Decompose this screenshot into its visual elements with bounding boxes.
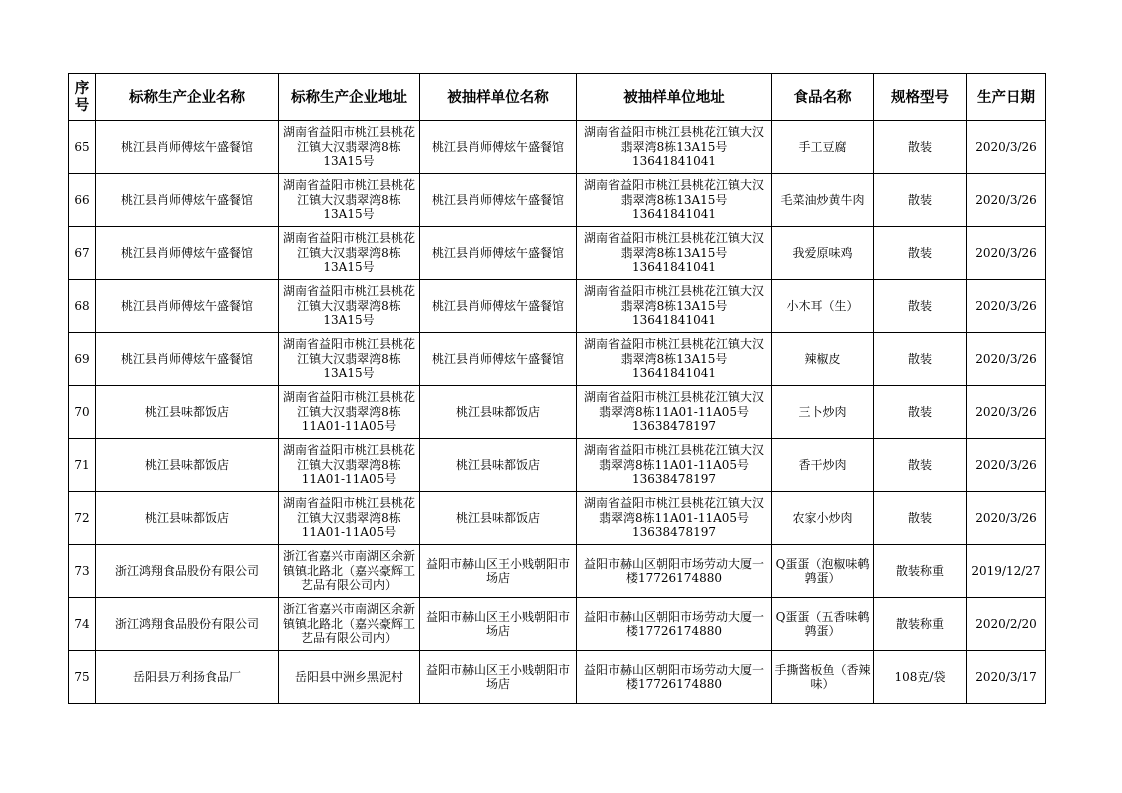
table-row	[69, 545, 1046, 598]
cell-producer-name: 桃江县味都饭店	[96, 386, 279, 439]
cell-spec: 散装	[874, 333, 967, 386]
cell-producer-name: 桃江县味都饭店	[96, 492, 279, 545]
header-row	[69, 74, 1046, 121]
table-row	[69, 280, 1046, 333]
cell-sampled-unit-address: 湖南省益阳市桃江县桃花江镇大汉翡翠湾8栋11A01-11A05号13638478197	[577, 386, 772, 439]
cell-spec: 散装	[874, 227, 967, 280]
header-sampled-unit-address: 被抽样单位地址	[577, 74, 772, 121]
cell-sampled-unit-name: 桃江县肖师傅炫午盛餐馆	[420, 280, 577, 333]
cell-sampled-unit-name: 桃江县肖师傅炫午盛餐馆	[420, 121, 577, 174]
cell-production-date: 2020/2/20	[967, 598, 1046, 651]
cell-spec: 散装称重	[874, 598, 967, 651]
cell-producer-address: 湖南省益阳市桃江县桃花江镇大汉翡翠湾8栋11A01-11A05号	[279, 439, 420, 492]
cell-production-date: 2020/3/26	[967, 333, 1046, 386]
cell-sampled-unit-name: 桃江县味都饭店	[420, 492, 577, 545]
cell-food-name: 手工豆腐	[772, 121, 874, 174]
cell-spec: 散装称重	[874, 545, 967, 598]
cell-food-name: 农家小炒肉	[772, 492, 874, 545]
cell-seq: 65	[69, 121, 96, 174]
cell-sampled-unit-name: 桃江县肖师傅炫午盛餐馆	[420, 174, 577, 227]
cell-seq: 66	[69, 174, 96, 227]
cell-food-name: 小木耳（生）	[772, 280, 874, 333]
cell-food-name: 手撕酱板鱼（香辣味）	[772, 651, 874, 704]
cell-producer-address: 湖南省益阳市桃江县桃花江镇大汉翡翠湾8栋13A15号	[279, 280, 420, 333]
cell-producer-address: 湖南省益阳市桃江县桃花江镇大汉翡翠湾8栋11A01-11A05号	[279, 386, 420, 439]
cell-production-date: 2020/3/17	[967, 651, 1046, 704]
cell-food-name: Q蛋蛋（五香味鹌鹑蛋）	[772, 598, 874, 651]
table-row	[69, 386, 1046, 439]
cell-food-name: 我爱原味鸡	[772, 227, 874, 280]
cell-production-date: 2020/3/26	[967, 280, 1046, 333]
cell-production-date: 2020/3/26	[967, 439, 1046, 492]
cell-food-name: 辣椒皮	[772, 333, 874, 386]
cell-sampled-unit-address: 湖南省益阳市桃江县桃花江镇大汉翡翠湾8栋13A15号13641841041	[577, 333, 772, 386]
cell-seq: 72	[69, 492, 96, 545]
cell-producer-address: 湖南省益阳市桃江县桃花江镇大汉翡翠湾8栋13A15号	[279, 227, 420, 280]
cell-producer-name: 岳阳县万利扬食品厂	[96, 651, 279, 704]
cell-sampled-unit-address: 湖南省益阳市桃江县桃花江镇大汉翡翠湾8栋13A15号13641841041	[577, 227, 772, 280]
cell-producer-address: 岳阳县中洲乡黑泥村	[279, 651, 420, 704]
cell-sampled-unit-name: 益阳市赫山区王小贱朝阳市场店	[420, 545, 577, 598]
cell-sampled-unit-name: 桃江县肖师傅炫午盛餐馆	[420, 333, 577, 386]
cell-sampled-unit-address: 湖南省益阳市桃江县桃花江镇大汉翡翠湾8栋13A15号13641841041	[577, 121, 772, 174]
cell-spec: 散装	[874, 121, 967, 174]
cell-seq: 70	[69, 386, 96, 439]
header-sampled-unit-name: 被抽样单位名称	[420, 74, 577, 121]
header-producer-name: 标称生产企业名称	[96, 74, 279, 121]
cell-producer-address: 浙江省嘉兴市南湖区余新镇镇北路北（嘉兴豪辉工艺品有限公司内）	[279, 545, 420, 598]
cell-producer-address: 湖南省益阳市桃江县桃花江镇大汉翡翠湾8栋13A15号	[279, 121, 420, 174]
cell-sampled-unit-address: 湖南省益阳市桃江县桃花江镇大汉翡翠湾8栋11A01-11A05号13638478197	[577, 492, 772, 545]
cell-producer-address: 湖南省益阳市桃江县桃花江镇大汉翡翠湾8栋11A01-11A05号	[279, 492, 420, 545]
cell-spec: 108克/袋	[874, 651, 967, 704]
table-row	[69, 333, 1046, 386]
cell-sampled-unit-name: 桃江县味都饭店	[420, 386, 577, 439]
cell-producer-name: 桃江县肖师傅炫午盛餐馆	[96, 227, 279, 280]
cell-sampled-unit-name: 益阳市赫山区王小贱朝阳市场店	[420, 651, 577, 704]
table-row	[69, 598, 1046, 651]
cell-producer-name: 桃江县肖师傅炫午盛餐馆	[96, 174, 279, 227]
cell-sampled-unit-address: 益阳市赫山区朝阳市场劳动大厦一楼17726174880	[577, 598, 772, 651]
cell-producer-name: 桃江县味都饭店	[96, 439, 279, 492]
cell-seq: 67	[69, 227, 96, 280]
cell-sampled-unit-name: 益阳市赫山区王小贱朝阳市场店	[420, 598, 577, 651]
cell-production-date: 2020/3/26	[967, 386, 1046, 439]
cell-sampled-unit-address: 益阳市赫山区朝阳市场劳动大厦一楼17726174880	[577, 545, 772, 598]
cell-production-date: 2020/3/26	[967, 227, 1046, 280]
table-row	[69, 651, 1046, 704]
table-row	[69, 227, 1046, 280]
header-production-date: 生产日期	[967, 74, 1046, 121]
cell-producer-address: 浙江省嘉兴市南湖区余新镇镇北路北（嘉兴豪辉工艺品有限公司内）	[279, 598, 420, 651]
cell-production-date: 2020/3/26	[967, 174, 1046, 227]
cell-seq: 75	[69, 651, 96, 704]
cell-sampled-unit-address: 益阳市赫山区朝阳市场劳动大厦一楼17726174880	[577, 651, 772, 704]
cell-producer-name: 浙江鸿翔食品股份有限公司	[96, 598, 279, 651]
cell-producer-name: 桃江县肖师傅炫午盛餐馆	[96, 280, 279, 333]
cell-sampled-unit-name: 桃江县味都饭店	[420, 439, 577, 492]
cell-producer-name: 浙江鸿翔食品股份有限公司	[96, 545, 279, 598]
cell-seq: 71	[69, 439, 96, 492]
cell-production-date: 2019/12/27	[967, 545, 1046, 598]
cell-food-name: 毛菜油炒黄牛肉	[772, 174, 874, 227]
cell-food-name: 香干炒肉	[772, 439, 874, 492]
cell-production-date: 2020/3/26	[967, 121, 1046, 174]
cell-spec: 散装	[874, 386, 967, 439]
cell-seq: 74	[69, 598, 96, 651]
cell-food-name: 三卜炒肉	[772, 386, 874, 439]
cell-producer-name: 桃江县肖师傅炫午盛餐馆	[96, 121, 279, 174]
header-producer-address: 标称生产企业地址	[279, 74, 420, 121]
cell-sampled-unit-address: 湖南省益阳市桃江县桃花江镇大汉翡翠湾8栋13A15号13641841041	[577, 280, 772, 333]
sampling-table	[68, 73, 1046, 704]
cell-seq: 68	[69, 280, 96, 333]
cell-spec: 散装	[874, 439, 967, 492]
cell-sampled-unit-address: 湖南省益阳市桃江县桃花江镇大汉翡翠湾8栋11A01-11A05号13638478197	[577, 439, 772, 492]
header-seq: 序号	[69, 74, 96, 121]
cell-seq: 69	[69, 333, 96, 386]
cell-sampled-unit-address: 湖南省益阳市桃江县桃花江镇大汉翡翠湾8栋13A15号13641841041	[577, 174, 772, 227]
cell-producer-address: 湖南省益阳市桃江县桃花江镇大汉翡翠湾8栋13A15号	[279, 333, 420, 386]
cell-spec: 散装	[874, 174, 967, 227]
cell-producer-address: 湖南省益阳市桃江县桃花江镇大汉翡翠湾8栋13A15号	[279, 174, 420, 227]
cell-spec: 散装	[874, 492, 967, 545]
cell-spec: 散装	[874, 280, 967, 333]
header-spec: 规格型号	[874, 74, 967, 121]
cell-seq: 73	[69, 545, 96, 598]
table-row	[69, 174, 1046, 227]
table-row	[69, 492, 1046, 545]
table-row	[69, 439, 1046, 492]
cell-production-date: 2020/3/26	[967, 492, 1046, 545]
table-row	[69, 121, 1046, 174]
header-food-name: 食品名称	[772, 74, 874, 121]
cell-sampled-unit-name: 桃江县肖师傅炫午盛餐馆	[420, 227, 577, 280]
cell-producer-name: 桃江县肖师傅炫午盛餐馆	[96, 333, 279, 386]
cell-food-name: Q蛋蛋（泡椒味鹌鹑蛋）	[772, 545, 874, 598]
